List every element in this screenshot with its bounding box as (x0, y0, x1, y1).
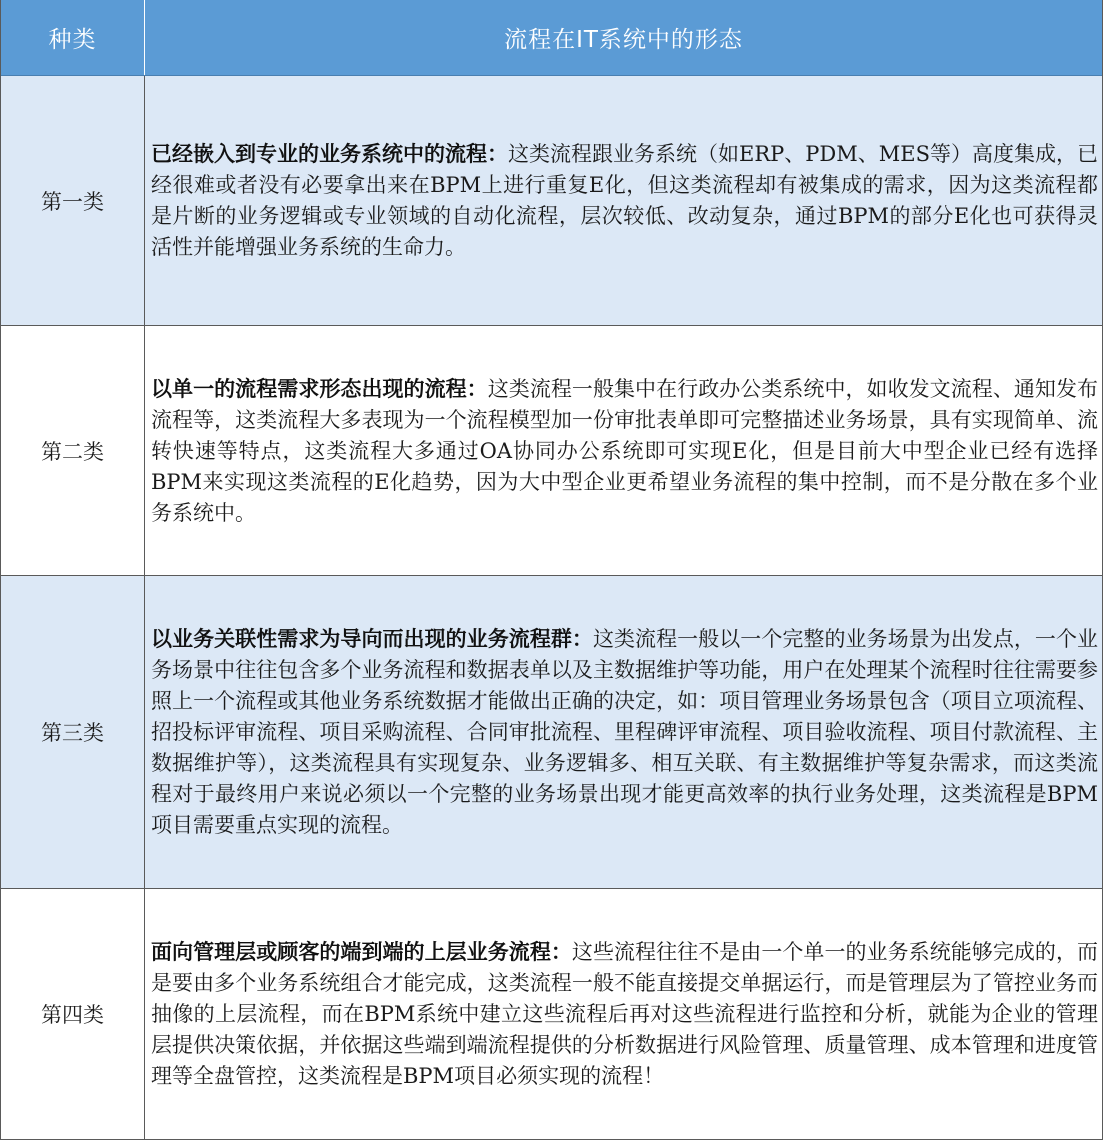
table-row (1, 889, 1102, 1140)
kind-cell (1, 326, 145, 575)
description-cell (145, 576, 1102, 888)
description-title: 面向管理层或顾客的端到端的上层业务流程： (151, 939, 572, 964)
table-row (1, 576, 1102, 889)
kind-cell (1, 576, 145, 888)
header-kind-label: 种类 (48, 27, 97, 53)
description-cell (145, 326, 1102, 575)
table-row (1, 76, 1102, 326)
table-row (1, 326, 1102, 576)
header-kind-cell (1, 0, 145, 75)
kind-label: 第三类 (41, 721, 104, 745)
description-cell (145, 889, 1102, 1139)
description-title: 已经嵌入到专业的业务系统中的流程： (151, 141, 509, 166)
description-text (145, 623, 1102, 841)
kind-cell (1, 76, 145, 325)
description-text (145, 138, 1102, 263)
description-body: 这类流程一般集中在行政办公类系统中，如收发文流程、通知发布流程等，这类流程大多表现为一个流程模型加一份审批表单即可完整描述业务场景，具有实现简单、流转快速等特点，这类流程大多通过OA协同办公系统即可实现E化，但是目前大中型企业已经有选择BPM来实现这类流程的E化趋势，因为大中型企业更希望业务流程的集中控制，而不是分散在多个业务系统中。 (151, 376, 1099, 525)
kind-cell (1, 889, 145, 1139)
description-body: 这类流程一般以一个完整的业务场景为出发点，一个业务场景中往往包含多个业务流程和数据表单以及主数据维护等功能，用户在处理某个流程时往往需要参照上一个流程或其他业务系统数据才能做出正确的决定，如：项目管理业务场景包含（项目立项流程、招投标评审流程、项目采购流程、合同审批流程、里程碑评审流程、项目验收流程、项目付款流程、主数据维护等），这类流程具有实现复杂、业务逻辑多、相互关联、有主数据维护等复杂需求，而这类流程对于最终用户来说必须以一个完整的业务场景出现才能更高效率的执行业务处理，这类流程是BPM项目需要重点实现的流程。 (151, 627, 1098, 837)
header-form-cell (145, 0, 1102, 75)
table-header-row (1, 0, 1102, 76)
description-title: 以单一的流程需求形态出现的流程： (151, 375, 488, 401)
kind-label: 第四类 (41, 1003, 104, 1027)
header-form-label: 流程在IT系统中的形态 (504, 27, 743, 53)
kind-label: 第一类 (41, 189, 104, 214)
description-body: 这些流程往往不是由一个单一的业务系统能够完成的，而是要由多个业务系统组合才能完成，这类流程一般不能直接提交单据运行，而是管理层为了管控业务而抽像的上层流程，而在BPM系统中建立这些流程后再对这些流程进行监控和分析，就能为企业的管理层提供决策依据，并依据这些端到端流程提供的分析数据进行风险管理、质量管理、成本管理和进度管理等全盘管控，这类流程是BPM项目必须实现的流程！ (151, 940, 1099, 1088)
description-body: 这类流程跟业务系统（如ERP、PDM、MES等）高度集成，已经很难或者没有必要拿出来在BPM上进行重复E化，但这类流程却有被集成的需求，因为这类流程都是片断的业务逻辑或专业领域的自动化流程，层次较低、改动复杂，通过BPM的部分E化也可获得灵活性并能增强业务系统的生命力。 (151, 142, 1098, 259)
description-title: 以业务关联性需求为导向而出现的业务流程群： (151, 626, 593, 651)
description-cell (145, 76, 1102, 325)
kind-label: 第二类 (41, 439, 104, 464)
description-text (145, 936, 1102, 1092)
description-text (145, 373, 1102, 529)
